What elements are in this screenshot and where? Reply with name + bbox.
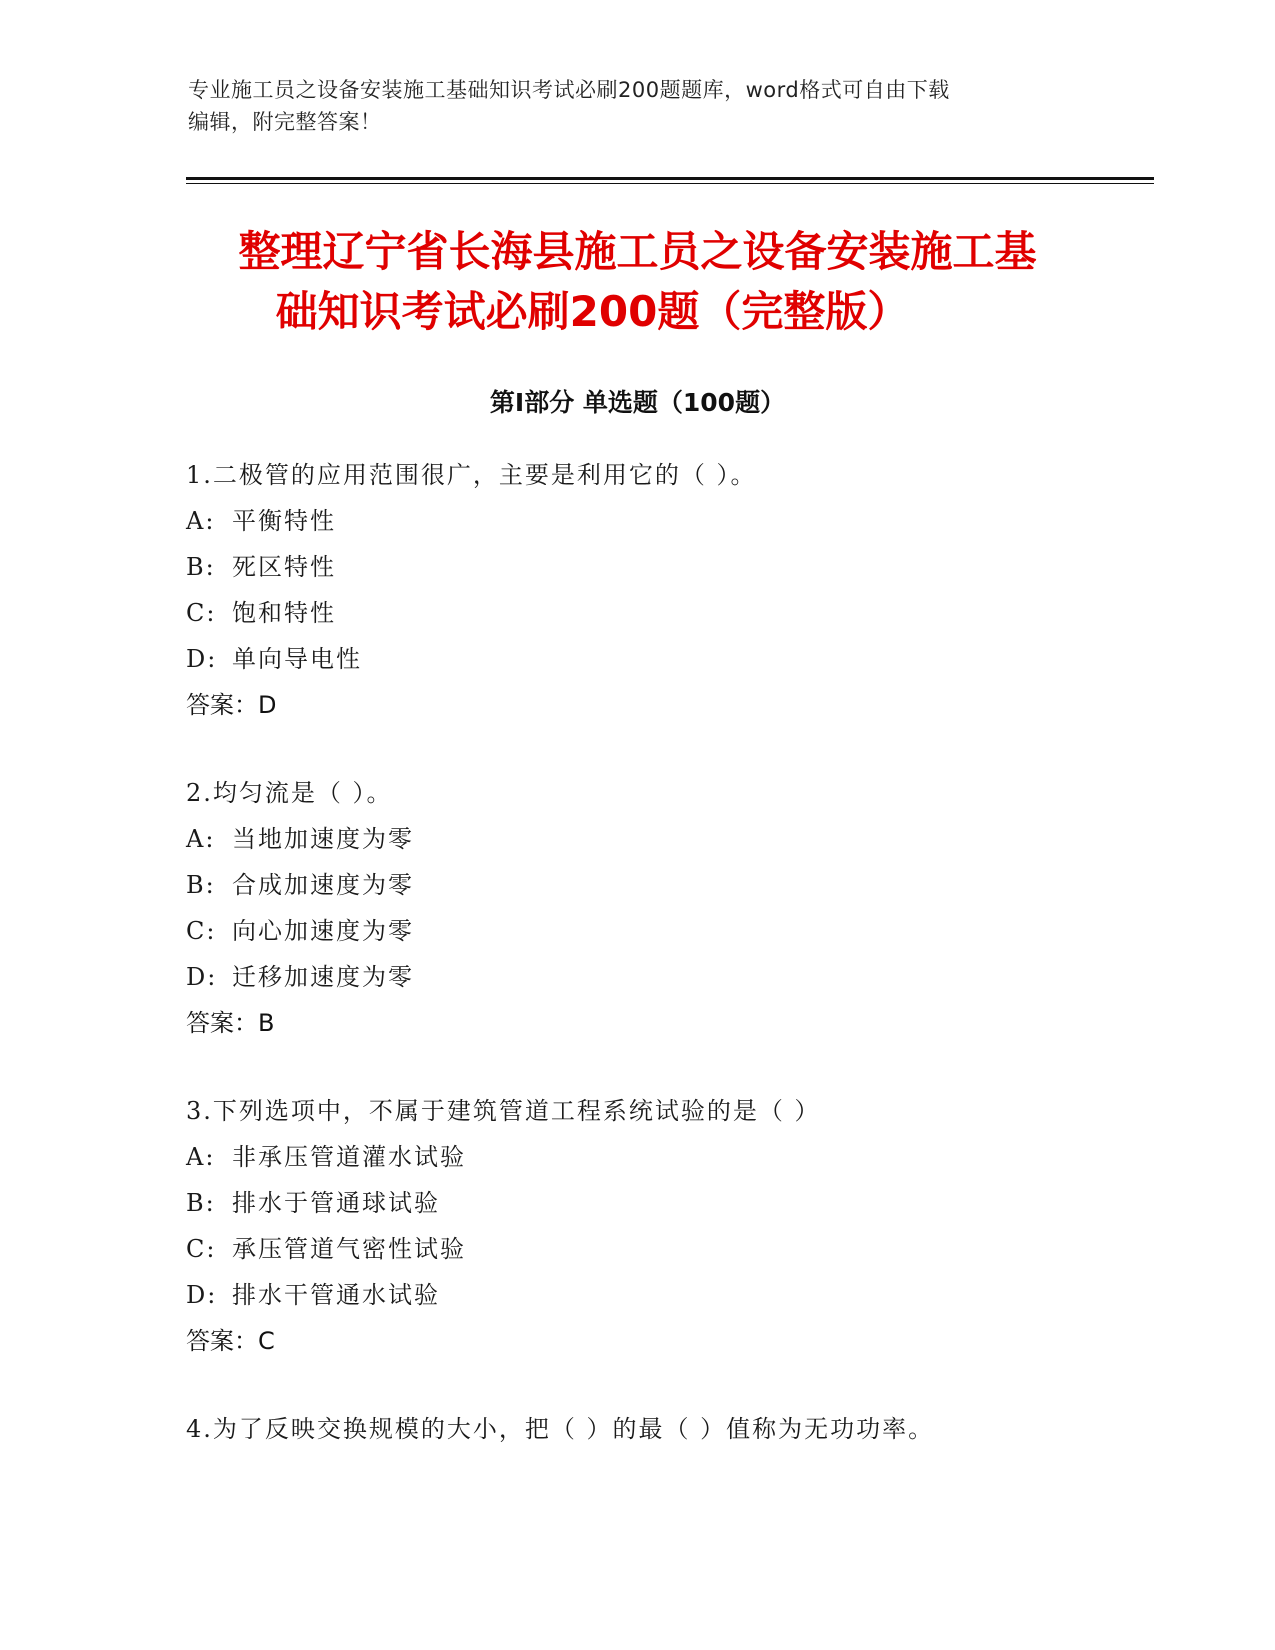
option-letter: B:: [186, 553, 216, 581]
option-d: [186, 954, 1186, 1000]
document-title-line-1: 整理辽宁省长海县施工员之设备安装施工基: [238, 227, 1037, 276]
option-text: 向心加速度为零: [232, 917, 414, 945]
option-text: 承压管道气密性试验: [232, 1235, 466, 1263]
option-letter: D:: [186, 963, 218, 991]
option-letter: D:: [186, 645, 218, 673]
option-text: 排水于管通球试验: [232, 1189, 440, 1217]
option-letter: A:: [186, 507, 216, 535]
option-text: 当地加速度为零: [232, 825, 414, 853]
question-3: [186, 1088, 1186, 1364]
option-b: [186, 544, 1186, 590]
option-a: [186, 1134, 1186, 1180]
option-d: [186, 636, 1186, 682]
option-letter: B:: [186, 871, 216, 899]
option-text: 合成加速度为零: [232, 871, 414, 899]
question-1: [186, 452, 1186, 728]
option-a: [186, 816, 1186, 862]
option-c: [186, 590, 1186, 636]
option-b: [186, 862, 1186, 908]
option-b: [186, 1180, 1186, 1226]
question-stem: 4.为了反映交换规模的大小，把（ ）的最（ ）值称为无功功率。: [186, 1415, 935, 1443]
header-note: [188, 74, 1088, 138]
option-letter: A:: [186, 825, 216, 853]
question-stem: 1.二极管的应用范围很广，主要是利用它的（ ）。: [186, 461, 757, 489]
option-text: 饱和特性: [232, 599, 336, 627]
question-stem: 3.下列选项中，不属于建筑管道工程系统试验的是（ ）: [186, 1097, 821, 1125]
option-letter: C:: [186, 917, 217, 945]
option-text: 死区特性: [232, 553, 336, 581]
document-title-line-2: 础知识考试必刷200题（完整版）: [275, 287, 910, 336]
answer: 答案：D: [186, 691, 277, 719]
option-c: [186, 1226, 1186, 1272]
option-d: [186, 1272, 1186, 1318]
header-rule-thin: [186, 183, 1154, 184]
header-note-line-2: 编辑，附完整答案！: [188, 110, 382, 134]
option-letter: D:: [186, 1281, 218, 1309]
question-2: [186, 770, 1186, 1046]
option-text: 非承压管道灌水试验: [232, 1143, 466, 1171]
question-stem: 2.均匀流是（ ）。: [186, 779, 393, 807]
option-letter: C:: [186, 599, 217, 627]
option-letter: A:: [186, 1143, 216, 1171]
option-letter: B:: [186, 1189, 216, 1217]
section-title: 第Ⅰ部分 单选题（100题）: [489, 388, 786, 417]
option-a: [186, 498, 1186, 544]
option-text: 迁移加速度为零: [232, 963, 414, 991]
option-text: 单向导电性: [232, 645, 362, 673]
option-c: [186, 908, 1186, 954]
option-text: 排水干管通水试验: [232, 1281, 440, 1309]
question-4: [186, 1406, 1186, 1452]
header-note-line-1: 专业施工员之设备安装施工基础知识考试必刷200题题库，word格式可自由下载: [188, 78, 950, 102]
answer: 答案：C: [186, 1327, 275, 1355]
option-text: 平衡特性: [232, 507, 336, 535]
option-letter: C:: [186, 1235, 217, 1263]
answer: 答案：B: [186, 1009, 275, 1037]
header-rule-thick: [186, 177, 1154, 180]
document-title: [0, 222, 1275, 342]
